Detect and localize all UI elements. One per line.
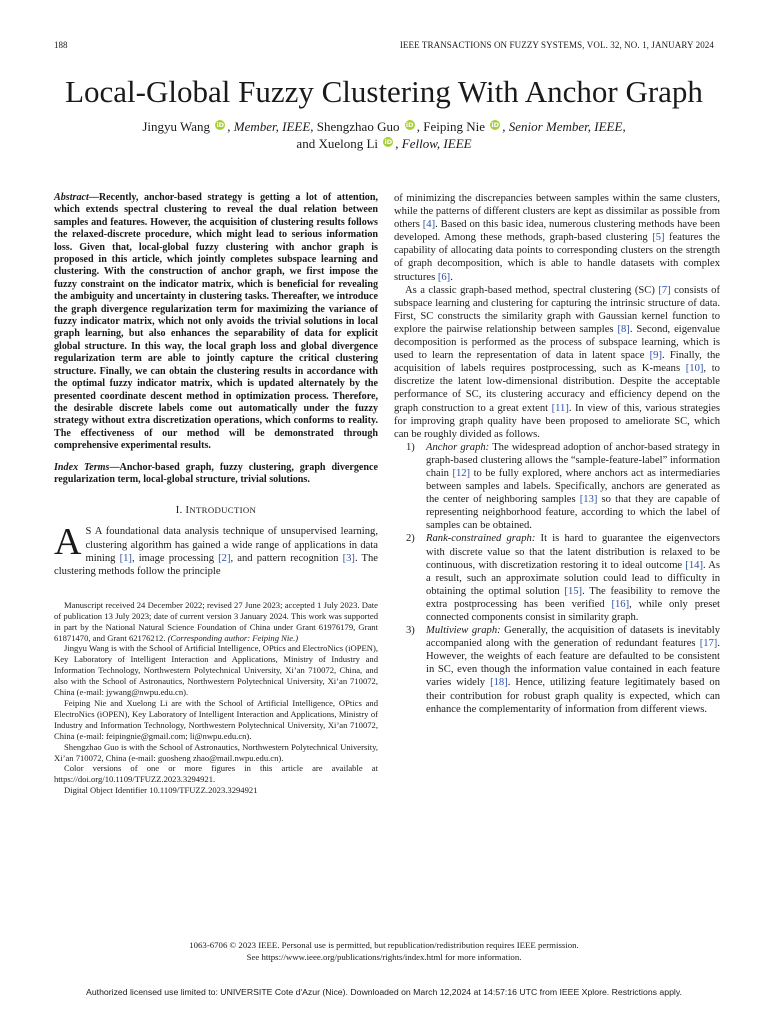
index-terms-label: Index Terms	[54, 461, 110, 473]
abstract	[54, 192, 378, 453]
footnote: Color versions of one or more figures in this article are available at https://doi.org/10.1109/TFUZZ.2023.3294921.	[54, 763, 378, 785]
orcid-icon[interactable]: iD	[384, 138, 393, 146]
page-number: 188	[54, 40, 68, 50]
index-terms	[54, 462, 378, 487]
running-header	[54, 40, 714, 54]
author-name: Xuelong Li	[318, 136, 379, 151]
author-list: Jingyu Wang iD , Member, IEEE, Shengzhao Guo iD , Feiping Nie iD , Senior Member, IEEE, and Xuelong Li iD , Fellow, IEEE	[142, 119, 626, 151]
citation-link[interactable]: [12]	[452, 467, 471, 479]
citation-link[interactable]: [2]	[218, 552, 231, 564]
author-name: Feiping Nie	[423, 119, 485, 134]
citation-link[interactable]: [5]	[652, 232, 665, 244]
body-paragraph: As a classic graph-based method, spectral clustering (SC) [7] consists of subspace learning and clustering for capturing the intrinsic structure of data. First, SC constructs the similarity graph with Gaussian kernel function to explore the pairwise relationship between samples [8]. Second, eigenvalue decomposition is performed as the process of subspace learning, which is used to learn the representation of data in latent space [9]. Finally, the acquisition of labels requires postprocessing, such as K-means [10], to discretize the latent low-dimensional distribution. Despite the acceptable performance of SC, its clustering accuracy and efficiency depend on the graph construction to a great extent [11]. In view of this, various strategies for improving graph quality have been proposed to ameliorate SC, which can be roughly divided as follows.	[394, 284, 721, 440]
citation-link[interactable]: [6]	[437, 271, 451, 283]
list-item: 1) Anchor graph: The widespread adoption of anchor-based strategy in graph-based clustering allows the “sample-feature-label” information chain [12] to be fully explored, where anchors act as intermediaries between samples and labels. Specifically, anchors are generated as the center of neighboring samples [13] so that they are capable of representing neighborhood feature, according to which the label of samples can be obtained.	[406, 441, 721, 532]
citation-link[interactable]: [14]	[685, 559, 703, 571]
left-column	[54, 192, 378, 796]
citation-link[interactable]: [8]	[617, 323, 630, 335]
citation-link[interactable]: [11]	[551, 402, 569, 414]
author-name: Shengzhao Guo	[316, 119, 400, 134]
citation-link[interactable]: [4]	[422, 219, 436, 231]
orcid-icon[interactable]: iD	[216, 121, 225, 129]
footnote: Digital Object Identifier 10.1109/TFUZZ.2023.3294921	[64, 785, 258, 796]
citation-link[interactable]: [10]	[685, 363, 704, 375]
list-item: 3) Multiview graph: Generally, the acquisition of datasets is inevitably accompanied along with the generation of redundant features [17]. However, the weights of each feature are defaulted to be consistent in SC, even though the information value contained in each feature varies widely [18]. Hence, utilizing feature legitimately based on their contribution for robust graph quality is expected, which can enhance the complementarity of information from different views.	[406, 625, 720, 715]
intro-paragraph: A S A foundational data analysis technique of unsupervised learning, clustering algorithm has gained a wide range of applications in data mining [1], image processing [2], and pattern recognition [3]. The clustering methods follow the principle	[54, 521, 378, 577]
list-item: 2) Rank-constrained graph: It is hard to guarantee the eigenvectors with discrete value so that the latent distribution is relaxed to be continuous, with discretization restoring it to ideal outcome [14]. As a result, such an approximate solution could lead to difficulty in obtaining the optimal solution [15]. The feasibility to remove the extra postprocessing has been verified [16], while only preset connected components consist in similarity graph.	[406, 533, 721, 623]
abstract-text: —Recently, anchor-based strategy is getting a lot of attention, which extends spectral clustering to reveal the dual relation between samples and features. However, the acquisition of clustering results follows the relaxed-discrete procedure, which might lead to serious information loss. Given that, local-global fuzzy clustering with anchor graph is proposed in this article, which jointly completes subspace learning and clustering. With the construction of anchor graph, we first impose the fuzzy constraint on the indicator matrix, which is beneficial for revealing the ambiguity and uncertainty in clustering tasks. Thereafter, we introduce the graph divergence regularization term for maximizing the variance of fuzzy indicator matrix, which not only avoids the trivial solutions in local graph learning, but also enhances the separability of data for explicit global structure. In this way, the local graph loss and global divergence regularization term are able to jointly capture the critical clustering structure. Finally, we can obtain the clustering results in accordance with the optimal fuzzy indicator matrix, which is updated alternately by the presented coordinate descent method in optimization process. Therefore, the desirable discrete labels come out automatically under the fuzzy strategy without extra discretization operations, which conforms to reality. The effectiveness of our method will be demonstrated through comprehensive experimental results.	[54, 192, 378, 452]
footnote: Feiping Nie and Xuelong Li are with the School of Artificial Intelligence, OPtics and ElectroNics (iOPEN), Key Laboratory of Intelligent Interaction and Applications, Ministry of Industry and Information Technology, Northwestern Polytechnical University, Xi’an 710072, China (e-mail: feipingnie@gmail.com; li@nwpu.edu.cn).	[54, 697, 378, 741]
author-conjunction: and	[296, 136, 316, 151]
authorized-use-notice: Authorized licensed use limited to: UNIVERSITE Cote d'Azur (Nice). Downloaded on March 12,2024 at 14:57:16 UTC from IEEE Xplore. Restrictions apply.	[86, 987, 682, 997]
footnote: Jingyu Wang is with the School of Artificial Intelligence, OPtics and ElectroNics (iOPEN), Key Laboratory of Intelligent Interaction and Applications, Ministry of Industry and Information Technology, Northwestern Polytechnical University, Xi’an 710072, China, and also with the School of Astronautics, Northwestern Polytechnical University, Xi’an 710072, China (e-mail: jywang@nwpu.edu.cn).	[54, 643, 378, 698]
author-name: Jingyu Wang	[142, 119, 210, 134]
orcid-icon[interactable]: iD	[405, 121, 414, 129]
strategy-list	[394, 441, 720, 716]
citation-link[interactable]: [18]	[490, 677, 508, 689]
author-role: Senior Member, IEEE	[508, 119, 623, 134]
paper-title: Local-Global Fuzzy Clustering With Anchor Graph	[65, 74, 703, 109]
citation-link[interactable]: [17]	[699, 638, 718, 650]
footnote: Shengzhao Guo is with the School of Astronautics, Northwestern Polytechnical University, Xi’an 710072, China (e-mail: guosheng zhao@mail.nwpu.edu.cn).	[54, 741, 378, 763]
author-role: Member, IEEE	[233, 119, 311, 134]
orcid-icon[interactable]: iD	[491, 121, 500, 129]
body-paragraph: of minimizing the discrepancies between samples within the same clusters, while the patterns of different clusters are kept as dissimilar as possible from others [4]. Based on this basic idea, numerous clustering methods have been developed. Among these methods, graph-based clustering [5] features the capability of allocating data points to corresponding clusters on the strength of graph decomposition, which is able to handle datasets with complex structures [6].	[394, 193, 720, 283]
right-column	[394, 192, 720, 716]
author-role: Fellow, IEEE	[401, 136, 472, 151]
citation-link[interactable]: [16]	[611, 598, 630, 610]
copyright-notice: 1063-6706 © 2023 IEEE. Personal use is permitted, but republication/redistribution requires IEEE permission. See https://www.ieee.org/publications/rights/index.html for more information.	[189, 940, 579, 962]
citation-link[interactable]: [7]	[658, 284, 671, 296]
citation-link[interactable]: [3]	[342, 552, 355, 564]
section-heading: I. INTRODUCTION	[175, 505, 257, 517]
footnote: Manuscript received 24 December 2022; revised 27 June 2023; accepted 1 July 2023. Date of publication 13 July 2023; date of current version 3 January 2024. This work was supported in part by the National Natural Science Foundation of China under Grant 61976179, Grant 61871470, and Grant 62176212. (Corresponding author: Feiping Nie.)	[54, 599, 378, 643]
citation-link[interactable]: [13]	[579, 494, 598, 506]
footnotes	[54, 600, 378, 796]
abstract-label: Abstract	[54, 192, 89, 203]
index-terms-text: —Anchor-based graph, fuzzy clustering, graph divergence regularization term, local-global structure, trivial solutions.	[54, 461, 378, 485]
citation-link[interactable]: [15]	[564, 585, 583, 597]
citation-link[interactable]: [1]	[119, 552, 132, 564]
drop-cap: A	[54, 521, 82, 564]
journal-name: IEEE TRANSACTIONS ON FUZZY SYSTEMS, VOL. 32, NO. 1, JANUARY 2024	[399, 40, 714, 50]
citation-link[interactable]: [9]	[649, 350, 662, 362]
